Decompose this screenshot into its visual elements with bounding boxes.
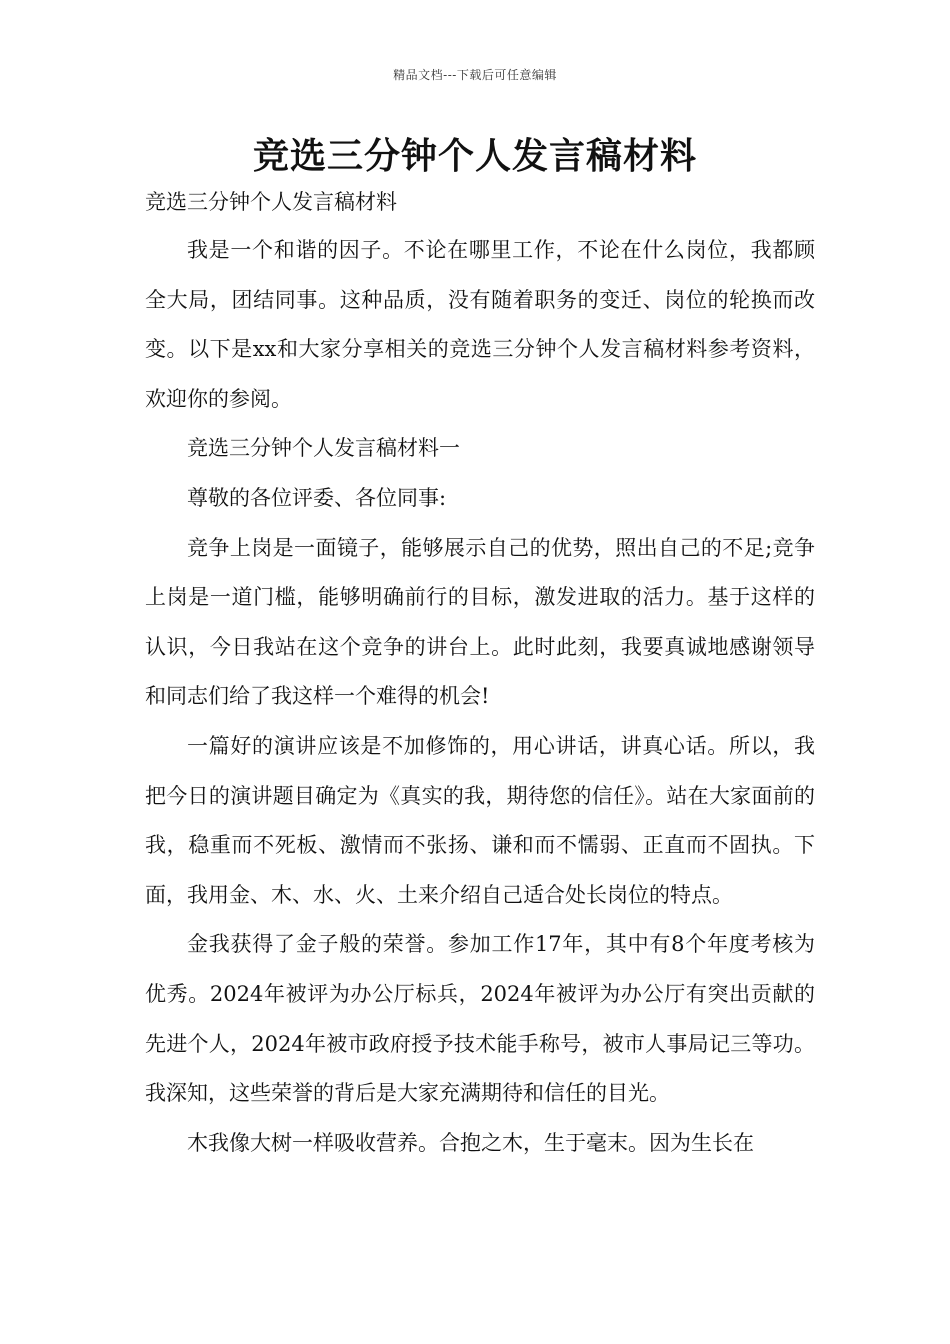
paragraph-intro: 我是一个和谐的因子。不论在哪里工作，不论在什么岗位，我都顾全大局，团结同事。这种品质，没有随着职务的变迁、岗位的轮换而改变。以下是xx和大家分享相关的竞选三分钟个人发言稿材料参考资料，欢迎你的参阅。 bbox=[145, 238, 815, 411]
paragraph-metal: 金我获得了金子般的荣誉。参加工作17年，其中有8个年度考核为优秀。2024年被评为办公厅标兵，2024年被评为办公厅有突出贡献的先进个人，2024年被市政府授予技术能手称号，被市人事局记三等功。我深知，这些荣誉的背后是大家充满期待和信任的目光。 bbox=[145, 932, 815, 1106]
header-note: 精品文档---下载后可任意编辑 bbox=[393, 68, 557, 82]
paragraph-competition: 竞争上岗是一面镜子，能够展示自己的优势，照出自己的不足;竞争上岗是一道门槛，能够明确前行的目标，激发进取的活力。基于这样的认识，今日我站在这个竞争的讲台上。此时此刻，我要真诚地感谢领导和同志们给了我这样一个难得的机会! bbox=[145, 535, 815, 709]
section-heading: 竞选三分钟个人发言稿材料一 bbox=[187, 436, 460, 461]
paragraph-speech-topic: 一篇好的演讲应该是不加修饰的，用心讲话，讲真心话。所以，我把今日的演讲题目确定为《真实的我，期待您的信任》。站在大家面前的我，稳重而不死板、激情而不张扬、谦和而不懦弱、正直而不固执。下面，我用金、木、水、火、土来介绍自己适合处长岗位的特点。 bbox=[145, 733, 815, 907]
document-title: 竞选三分钟个人发言稿材料 bbox=[252, 135, 697, 177]
paragraph-wood: 木我像大树一样吸收营养。合抱之木，生于毫末。因为生长在 bbox=[187, 1130, 754, 1155]
document-body bbox=[145, 226, 815, 1168]
document-subtitle: 竞选三分钟个人发言稿材料 bbox=[145, 190, 397, 214]
salutation: 尊敬的各位评委、各位同事: bbox=[187, 485, 447, 510]
